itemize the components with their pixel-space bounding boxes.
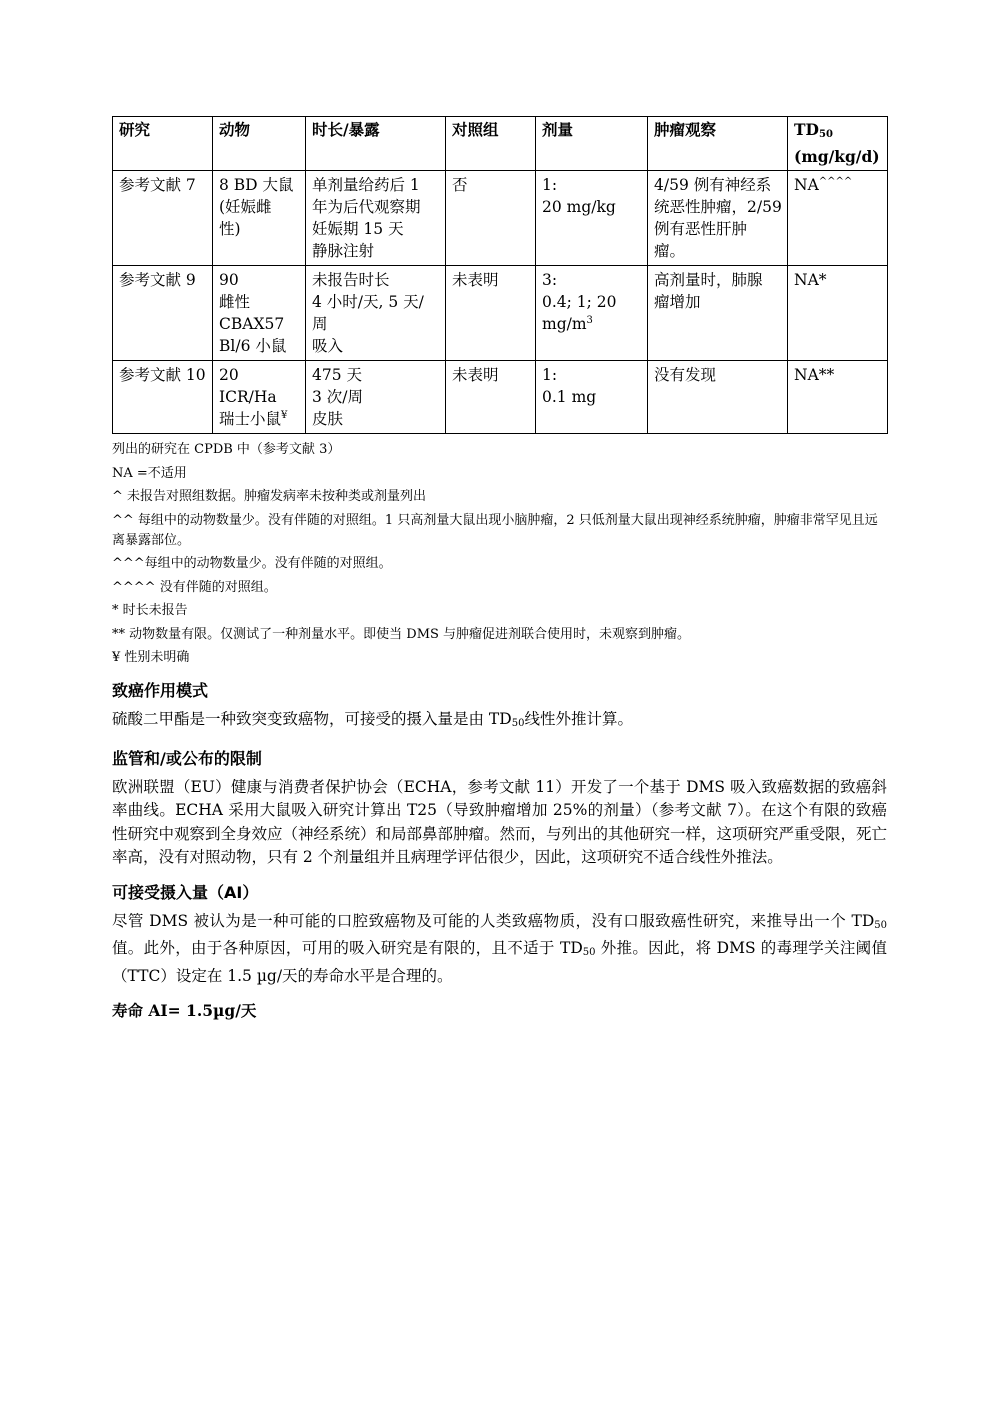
section-title-regulation: 监管和/或公布的限制 bbox=[112, 748, 262, 768]
cell-control: 否 bbox=[446, 171, 536, 266]
cell-animal: 8 BD 大鼠 (妊娠雌 性) bbox=[213, 171, 306, 266]
footnote: ¥ 性别未明确 bbox=[112, 650, 190, 665]
section-text-ai: 尽管 DMS 被认为是一种可能的口腔致癌物及可能的人类致癌物质，没有口服致癌性研究，来推导出一个 $TD_{50}$ 值。此外，由于各种原因，可用的吸入研究是有限的，且不适于 $TD_{50}$ 外推。因此，将 DMS 的毒理学关注阈值（TTC）设定在 1.5 µg/天的寿命水平是合理的。 bbox=[112, 911, 887, 985]
section-title-ai: 可接受摄入量（AI） bbox=[112, 882, 259, 902]
cell-duration: 475 天 3 次/周 皮肤 bbox=[306, 361, 446, 434]
header-dose: 剂量 bbox=[536, 117, 648, 171]
footnote: * 时长未报告 bbox=[112, 603, 188, 618]
footnote: ^^^每组中的动物数量少。没有伴随的对照组。 bbox=[112, 556, 392, 571]
table-row bbox=[113, 171, 888, 266]
cell-duration: 单剂量给药后 1 年为后代观察期 妊娠期 15 天 静脉注射 bbox=[306, 171, 446, 266]
cell-control: 未表明 bbox=[446, 361, 536, 434]
header-control: 对照组 bbox=[446, 117, 536, 171]
footnote: ** 动物数量有限。仅测试了一种剂量水平。即使当 DMS 与肿瘤促进剂联合使用时，未观察到肿瘤。 bbox=[112, 626, 691, 642]
cell-td50: NA** bbox=[788, 361, 888, 434]
cell-dose: 1: 20 mg/kg bbox=[536, 171, 648, 266]
header-tumor: 肿瘤观察 bbox=[648, 117, 788, 171]
footnote: ^^ 每组中的动物数量少。没有伴随的对照组。1 只高剂量大鼠出现小脑肿瘤，2 只低剂量大鼠出现神经系统肿瘤，肿瘤非常罕见且远离暴露部位。 bbox=[112, 512, 878, 548]
cell-dose: 3: 0.4; 1; 20 $mg/m^3$ bbox=[536, 266, 648, 361]
cell-dose: 1: 0.1 mg bbox=[536, 361, 648, 434]
cell-study: 参考文献 10 bbox=[113, 361, 213, 434]
table-row bbox=[113, 361, 888, 434]
footnote: NA =不适用 bbox=[112, 465, 187, 481]
section-title-mode: 致癌作用模式 bbox=[112, 681, 209, 700]
cell-study: 参考文献 9 bbox=[113, 266, 213, 361]
header-animal: 动物 bbox=[213, 117, 306, 171]
cell-study: 参考文献 7 bbox=[113, 171, 213, 266]
footnote: ^ 未报告对照组数据。肿瘤发病率未按种类或剂量列出 bbox=[112, 489, 427, 504]
section-text-mode: 硫酸二甲酯是一种致突变致癌物，可接受的摄入量是由 $TD_{50}$线性外推计算。 bbox=[112, 710, 633, 729]
header-duration: 时长/暴露 bbox=[306, 117, 446, 171]
cell-animal: 90 雌性 CBAX57 Bl/6 小鼠 bbox=[213, 266, 306, 361]
cell-td50: NA* bbox=[788, 266, 888, 361]
cell-control: 未表明 bbox=[446, 266, 536, 361]
footnote: ^^^^ 没有伴随的对照组。 bbox=[112, 579, 277, 595]
header-study: 研究 bbox=[113, 117, 213, 171]
header-td50: $TD_{50}$ (mg/kg/d) bbox=[788, 117, 888, 171]
section-text-regulation: 欧洲联盟（EU）健康与消费者保护协会（ECHA，参考文献 11）开发了一个基于 DMS 吸入致癌数据的致癌斜率曲线。ECHA 采用大鼠吸入研究计算出 T25（导致肿瘤增加 25%的剂量）（参考文献 7）。在这个有限的致癌性研究中观察到全身效应（神经系统）和局部鼻部肿瘤。然而，与列出的其他研究一样，这项研究严重受限，死亡率高，没有对照动物，只有 2 个剂量组并且病理学评估很少，因此，这项研究不适合线性外推法。 bbox=[112, 777, 888, 866]
cell-tumor: 没有发现 bbox=[648, 361, 788, 434]
table-footnotes bbox=[112, 440, 887, 668]
document-page bbox=[112, 116, 887, 1022]
table-header-row bbox=[113, 117, 888, 171]
cell-animal: 20 ICR/Ha 瑞士小鼠¥ bbox=[213, 361, 306, 434]
cell-td50: NA^^^^ bbox=[788, 171, 888, 266]
table-row bbox=[113, 266, 888, 361]
cell-duration: 未报告时长 4 小时/天, 5 天/ 周 吸入 bbox=[306, 266, 446, 361]
cell-tumor: 高剂量时，肺腺 瘤增加 bbox=[648, 266, 788, 361]
cell-tumor: 4/59 例有神经系 统恶性肿瘤，2/59 例有恶性肝肿 瘤。 bbox=[648, 171, 788, 266]
lifetime-ai-value: 寿命 AI= 1.5µg/天 bbox=[112, 1001, 257, 1020]
study-table bbox=[112, 116, 888, 434]
footnote: 列出的研究在 CPDB 中（参考文献 3） bbox=[112, 442, 341, 457]
